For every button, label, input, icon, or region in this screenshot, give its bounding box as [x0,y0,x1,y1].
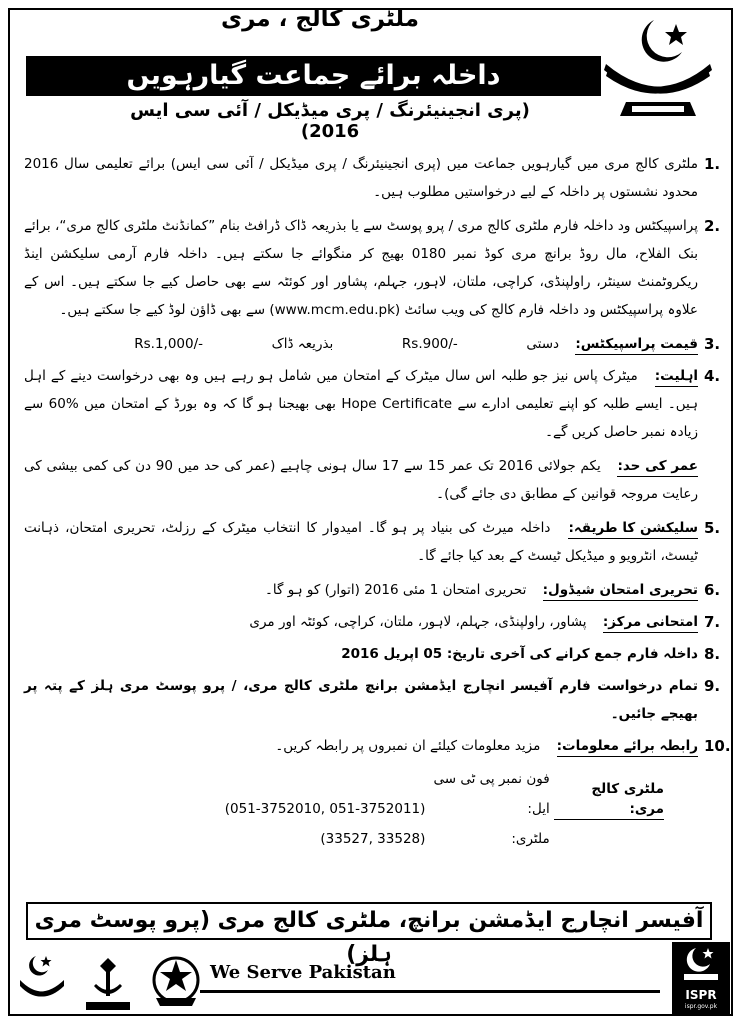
instruction-item [24,150,724,206]
item-text: میٹرک پاس نیز جو طلبہ اس سال میٹرک کے امتحان میں شامل ہو رہے ہیں وہ بھی درخواست دینے کے اہل ہیں۔ ایسے طلبہ کو اپنے تعلیمی ادارے سے Hope Certificate بھی بھیجنا ہو گا کہ وہ بورڈ کے امتحان میں %60 سے زیادہ نمبر حاصل کریں گے۔ [24,368,699,440]
instruction-item [24,608,724,636]
military-college-crest-icon [596,14,720,128]
college-title: ملٹری کالج ، مری [220,6,419,32]
item-number: 9. [704,677,721,695]
instruction-item [24,576,724,604]
item-number: 1. [704,155,721,173]
contact-military-label: ملٹری: [511,831,550,847]
item-text: یکم جولائی 2016 تک عمر 15 سے 17 سال ہونی چاہیے (عمر کی حد میں 90 دن کی کمی بیشی کی رعایت مروجہ قوانین کے مطابق دی جائے گی)۔ [24,458,698,502]
item-text: پشاور، راولپنڈی، جہلم، لاہور، ملتان، کراچی، کوئٹہ اور مری [249,614,587,630]
ispr-website: ispr.gov.pk [684,1003,718,1010]
slogan-underline [200,990,660,993]
item-number: 8. [704,645,721,663]
item-number: 7. [704,613,721,631]
item-text: مزید معلومات کیلئے ان نمبروں پر رابطہ کریں۔ [275,738,541,754]
item-number: 4. [704,367,721,385]
instruction-item [24,514,724,570]
post-price: Rs.1,000/- [134,336,204,352]
prospectus-price-item [24,330,724,358]
item-text: تحریری امتحان 1 مئی 2016 (اتوار) کو ہو گا۔ [265,582,527,598]
instruction-item [24,212,724,324]
instruction-item [24,732,731,760]
item-number: 6. [704,581,721,599]
item-number: 2. [704,217,721,235]
item-label: تحریری امتحان شیڈول: [543,580,698,601]
instruction-item [24,362,724,446]
contact-military-numbers: (33527, 33528) [320,831,426,847]
army-logo-icon [20,956,64,997]
contact-college-label: ملٹری کالج مری: [554,779,664,820]
admission-heading: داخلہ برائے جماعت گیارہویں [26,56,601,96]
instructions-list [24,150,731,854]
hand-price: Rs.900/- [401,336,458,352]
item-label: عمر کی حد: [617,456,698,477]
slogan-text: We Serve Pakistan [210,962,396,983]
item-text: تمام درخواست فارم آفیسر انچارج ایڈمشن برانچ ملٹری کالج مری، / پرو پوسٹ مری ہلز کے پتہ پر بھیجے جائیں۔ [24,678,698,722]
item-label: اہلیت: [655,366,698,387]
instruction-item [24,640,724,668]
item-number: 10. [704,737,731,755]
item-text: داخلہ میرٹ کی بنیاد پر ہو گا۔ امیدوار کا انتخاب میٹرک کے رزلٹ، تحریری امتحان، ذہانت ٹیسٹ، انٹرویو و میڈیکل ٹیسٹ کے بعد کیا جائے گا۔ [24,520,698,564]
officer-address-banner: آفیسر انچارج ایڈمشن برانچ، ملٹری کالج مری (پرو پوسٹ مری ہلز) [26,902,712,940]
item-number: 3. [704,335,721,353]
item-text: داخلہ فارم جمع کرانے کی آخری تاریخ: 05 اپریل 2016 [341,646,698,662]
navy-logo-icon [86,958,130,1010]
air-force-logo-icon [154,958,198,1006]
admission-subheading: (پری انجینیئرنگ / پری میڈیکل / آئی سی ایس 2016) [130,100,530,142]
item-text: پراسپیکٹس ود داخلہ فارم ملٹری کالج مری / پرو پوسٹ سے یا بذریعہ ڈاک ڈرافٹ بنام ”کمانڈنٹ ملٹری کالج مری“، برائے بنک الفلاح، مال روڈ برانچ مری کوڈ نمبر 0180 بھیج کر منگوائے جا سکتے ہیں۔ داخلہ فارم آرمی سلیکشن اینڈ ریکروٹمنٹ سینٹر، راولپنڈی، کراچی، ملتان، لاہور، جہلم، پشاور اور کوئٹہ سے بھی حاصل کیے جا سکتے ہیں۔ اس کے علاوہ پراسپیکٹس ود داخلہ فارم کالج کی ویب سائٹ (www.mcm.edu.pk) سے بھی ڈاؤن لوڈ کیے جا سکتے ہیں۔ [24,218,698,318]
item-label: رابطہ برائے معلومات: [557,736,698,757]
ispr-emblem-icon [672,942,730,988]
armed-forces-logos [16,950,216,1014]
post-label: بذریعہ ڈاک [271,336,334,352]
ispr-logo [672,942,730,1016]
item-label: امتحانی مرکز: [603,612,698,633]
item-label: سلیکشن کا طریقہ: [568,518,698,539]
ispr-name: ISPR [685,988,717,1002]
contact-ptcl-label: فون نمبر پی ٹی سی ایل: [433,771,550,817]
instruction-item [24,452,724,508]
contact-row-military [24,824,664,854]
contact-ptcl-numbers: (051-3752010, 051-3752011) [224,801,426,817]
hand-label: دستی [526,336,560,352]
item-text: ملٹری کالج مری میں گیارہویں جماعت میں (پری انجینیئرنگ / پری میڈیکل / آئی سی ایس) برائے تعلیمی سال 2016 محدود نشستوں پر داخلہ کے لیے درخواستیں مطلوب ہیں۔ [24,156,698,200]
item-label: قیمت پراسپیکٹس: [575,334,698,355]
item-number: 5. [704,519,721,537]
contact-row-ptcl [24,764,664,824]
instruction-item [24,672,724,728]
